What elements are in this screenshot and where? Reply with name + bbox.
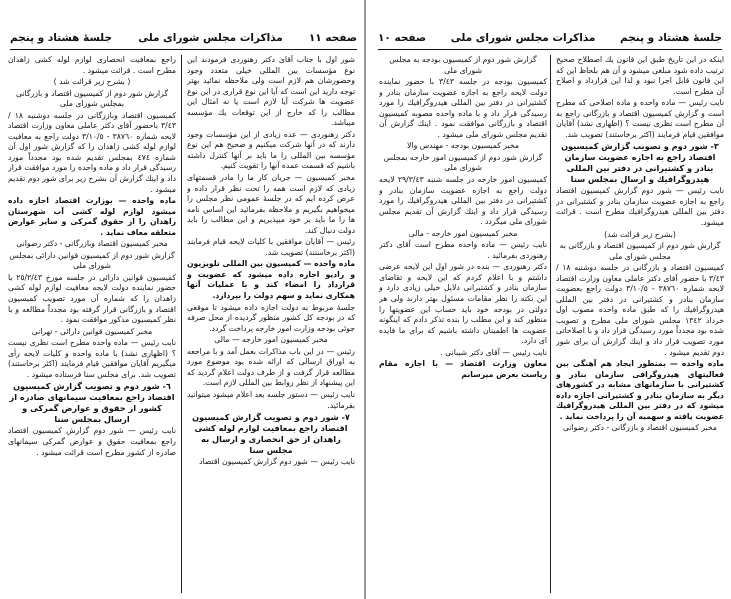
paragraph: ماده واحده — بمنظور ايجاد هم آهنگى بين فعاليتهاى هيدروگرافى سازمان بنادر و كشتيرانى با سازمانهاى مشابه در كشورهاى ديگر به سازمان بنادر و كشتيرانى اجازه داده ميشود كه در دفتر بين المللى هيدروگرافيك عضويت يافته و سهميه آن را پرداخت نمايد . bbox=[556, 359, 724, 421]
paragraph: گزارش شور دوم از كميسيون اقتصاد و بازرگانى به مجلس شوراى ملى bbox=[559, 241, 721, 261]
header-rule bbox=[378, 49, 722, 50]
paragraph: مخبر كميسيون بودجه - مهندس والا bbox=[407, 141, 519, 151]
paragraph: كميسيون قوانين دارائى در جلسه مورخ ٢٥/٢/٤٣ با حضور نماينده دولت لايحه معافيت لوازم لوله كشى زاهدان را كه شماره آن مورد تصويب كميسيون اقتصاد و بازرگانى قرار گرفته بود مجدداً مطالعه و با نظر كميسيون مذكور موافقت نمود . bbox=[8, 272, 176, 325]
paragraph: معاون وزارت اقتصاد — با اجازه مقام رياست بعرض ميرسانم bbox=[379, 359, 547, 379]
session-title: جلسهٔ هشتاد و پنجم bbox=[10, 32, 113, 44]
text-column-left bbox=[8, 55, 176, 595]
paragraph: دكتر رهنوردى — عده زيادى از اين مؤسسات وجود دارند كه در آنها شركت ميكنيم و صحيح هم اين نوع مؤسسه بين المللى را ما بايد بر آنها كنترل داشته باشيم كه قسمت عمده آنها را تقويت كنيم. bbox=[187, 129, 355, 171]
page-number: صفحه ١٠ bbox=[378, 32, 427, 44]
paragraph: رئيس — آقايان موافقين با كليات لايحه قيام فرمايند (اكثر برخاستند) تصويب شد. bbox=[187, 237, 355, 257]
text-column-right bbox=[556, 55, 724, 595]
paragraph: مخبر كميسيون اقتصاد و بازرگانى - دكتر رضوانى bbox=[562, 423, 717, 433]
paragraph: نايب رئيس — ماده واحده مطرح است آقاى دكتر رهنوردى بفرمائيد . bbox=[379, 240, 547, 260]
header-rule bbox=[10, 49, 357, 50]
paragraph: ٦- شور دوم و تصويب گزارش كميسيون اقتصاد راجع بمعافيت سيمانهاى صادره از كشور از حقوق و عوارض گمركى و ارسال بمجلس سنا bbox=[9, 381, 175, 425]
paragraph: گزارش شور دوم از كميسيون بودجه به مجلس شوراى ملى bbox=[389, 55, 537, 75]
paragraph: كميسيون بودجه در جلسه ٣/٤٣ با حضور نماينده دولت لايحه راجع به اجازه عضويت سازمان بنادر و كشتيرانى در دفتر بين المللى هيدروگرافيك را مورد رسيدگى قرار داد و با ماده واحده مصوبه كميسيون اقتصاد و بازرگانى موافقت نمود . اينك گزارش آن تقديم مجلس شوراى ملى ميشود . bbox=[379, 77, 547, 139]
column-divider bbox=[550, 55, 551, 593]
paragraph: ٧- شور دوم و تصويب گزارش كميسيون اقتصاد راجع بمعافيت لوازم لوله كشى زاهدان از حق انحصارى و ارسال به مجلس سنا bbox=[192, 412, 350, 456]
journal-title: مذاكرات مجلس شوراى ملى bbox=[138, 32, 283, 44]
column-divider bbox=[181, 55, 182, 593]
paragraph: مخبر كميسيون امور خارجه — مالى bbox=[214, 335, 328, 345]
paragraph: نايب رئيس — آقاى دكتر شيبانى . bbox=[440, 347, 547, 357]
text-column-right bbox=[187, 55, 355, 595]
session-title: جلسهٔ هشتاد و پنجم bbox=[619, 32, 722, 44]
paragraph: رئيس — در اين باب مذاكرات بعمل آمد و با مراجعه به اوراق ارسالى كه ارائه شده بود موضوع مورد مطالعه قرار گرفت و از طرف دولت اعلام گرديد كه اين پيشنهاد از نظر روابط بين المللى لازم است. bbox=[187, 346, 355, 388]
paragraph: نايب رئيس — ماده واحده و ماده اصلاحى كه مطرح است و گزارش كميسيون اقتصاد و بازرگانى راجع به آن مطرح است نظرى نيست ؟ (اظهارى نشد) آقايان موافقين قيام فرمايند (اكثر برخاستند) تصويب شد. bbox=[556, 98, 724, 139]
page-number: صفحه ١١ bbox=[308, 32, 357, 44]
journal-title: مذاكرات مجلس شوراى ملى bbox=[450, 32, 596, 44]
paragraph: دكتر رهنوردى — بنده در شور اول اين لايحه عرضى داشتم و با اعلام كردم كه اين لايحه و تقاضاى سازمان بنادر و كشتيرانى دلايل خيلى زيادى دارد و اين نكته را نظر مقامات مسئول بهتر دارند ولى هر دولتى در بودجه خود بايد حساب اين عضويتها را منظور كند و اين مطلب را بنده تذكر دادم كه اينگونه عضويت ها اطمينان داشته باشيم كه براى ما فايده اى دارد. bbox=[379, 262, 547, 346]
paragraph: راجع بمعافيت انحصارى لوازم لوله كشى زاهدان مطرح است . قرائت ميشود . bbox=[8, 55, 176, 75]
paragraph: ٣- شور دوم و تصويب گزارش كميسيون اقتصاد راجع به اجازه عضويت سازمان بنادر و كشتيرانى در دفتر بين المللى هيدروگرافيك و ارسال بمجلس سنا bbox=[561, 141, 719, 185]
paragraph: نايب رئيس — دستور جلسه بعد اعلام ميشود ميتوانيد بفرمائيد. bbox=[187, 389, 355, 410]
paragraph: مخبر كميسيون امور خارجه - مالى bbox=[408, 228, 518, 238]
paragraph: ماده واحده — كميسيون بين المللى تلويزيون و راديو اجازه داده ميشود كه عضويت و قرارداد را امضاء كند و با عمليات آنها همكارى نمايد و سهم دولت را بپردازد. bbox=[187, 259, 355, 301]
paragraph: (بشرح زير قرائت شد) bbox=[604, 229, 676, 239]
paragraph: مخبر كميسيون — جريان كار ما را مادر قسمتهاى زيادى كه لازم است همه را تحت نظر قرار داده و عرض كرده ايم كه در جلسهٔ عمومى نظر مجلس را ميخواهيم بگيريم و ملاحظه بفرمائيد اين اساس نامه ها را ما بايد بر خود ميپذيريم و اين مطالب را بايد دولت دنبال كند. bbox=[187, 173, 355, 235]
paragraph: نايب رئيس — شور دوم گزارش كميسيون اقتصاد راجع به اجازه عضويت سازمان بنادر و كشتيرانى در دفتر بين المللى هيدروگرافيك مطرح است . قرائت ميشود. bbox=[556, 186, 724, 228]
paragraph: نايب رئيس — ماده واحده مطرح است نظرى نيست ؟ (اظهارى نشد) با ماده واحده و كليات لايحه رأى ميگيريم آقايان موافقين قيام فرمايند (اكثر برخاستند) تصويب شد. براى مجلس سنا فرستاده ميشود . bbox=[8, 338, 176, 379]
paragraph: جلسهٔ مربوط به دولت اجازه داده ميشود تا موقعى كه در بودجه كل كشور منظور گرديده از محل صرفه جوئى بودجه وزارت امور خارجه پرداخت گردد. bbox=[187, 302, 355, 333]
paragraph: گزارش شور دوم از كميسيون امور خارجه بمجلس شوراى ملى bbox=[383, 152, 543, 173]
paragraph: نايب رئيس — شور دوم گزارش كميسيون اقتصاد bbox=[199, 457, 355, 467]
paragraph: اينكه در اين تاريخ طبق اين قانون يك اصطلاح صحيح ترتيب داده شود مبلغى ميشود و آن هم بلحاظ اين كه اين قانون قابل اجرا نبود و لذا اين قرارداد و اصلاح آن مطرح است. bbox=[556, 55, 724, 96]
paragraph: گزارش شور دوم از كميسيون قوانين دارائى بمجلس شوراى ملى bbox=[9, 250, 175, 271]
right-page bbox=[366, 0, 731, 599]
paragraph: كميسيون امور خارجه در جلسه شنبه ٢٩/٣/٤٣ لايحه دولت راجع به اجازه عضويت سازمان بنادر و كشتيرانى در دفتر بين المللى هيدروگرافيك را مورد رسيدگى قرار داد و اينك گزارش آن تقديم مجلس شوراى ملى ميگردد . bbox=[379, 175, 547, 227]
paragraph: كميسيون اقتصاد و بازرگانى در جلسه دوشنبه ١٨ /٣/٤٣ با حضور آقاى دكتر عاملى معاون وزارت اقتصاد لايحه شماره ٣٨٧٦٠ - ٣/١٠/٥ دولت راجع بعضويت سازمان بنادر و كشتيرانى در دفتر بين المللى هيدروگرافيك را كه طبق ماده واحده مصوب اول خرداد ١٣٤٢ مجلس شوراى ملى مطرح و تصويب شده بود مجدداً مورد رسيدگى قرار داد و با اصلاحاتى مورد تصويب قرار داد و اينك گزارش آن براى شور دوم تقديم ميشود . bbox=[556, 263, 724, 357]
paragraph: ( بشرح زير قرائت شد ) bbox=[53, 77, 131, 87]
left-page-header bbox=[10, 30, 357, 46]
left-page bbox=[0, 0, 365, 599]
paragraph: نايب رئيس — شور دوم گزارش كميسيون اقتصاد راجع بمعافيت حقوق و عوارض گمركى سيمانهاى صادره از كشور مطرح است قرائت ميشود . bbox=[8, 426, 176, 457]
paragraph: شور اول با جناب آقاى دكتر رهنوردى فرمودند اين نوع مؤسسات بين المللى خيلى متعدد وجود وحضورشان هم لازم است ولى ملاحظه نمائيد بهتر توجه داريد اين است كه آيا اين نوع قرارى در اين نوع عضويت ها شركت آيا لازم است يا نه امثال اين مطالب را كه خارج از اين توقعات يك مؤسسه ميباشد. bbox=[187, 55, 355, 128]
right-page-header bbox=[378, 30, 722, 46]
text-column-left bbox=[379, 55, 547, 595]
paragraph: ماده واحده — بوزارت اقتصاد اجازه داده ميشود لوازم لوله كشى آب شهرستان زاهدان را از حقوق گمركى و ساير عوارض متعلقه معاف نمايد . bbox=[8, 196, 176, 237]
paragraph: كميسيون اقتصاد وبازرگانى در جلسه دوشنبه ١٨ /٣/٤٣ باحضور آقاى دكتر عاملى معاون وزارت اقتصاد لايحه شماره ٣٨٧٦٠ - ٣/١٠/٥ دولت راجع به معافيت لوازم لوله كشى زاهدان را كه گزارش شور اول آن شماره ٤٧٤ بمجلس تقديم شده بود مجدداً مورد رسيدگى قرار داد و ماده واحده را مورد موافقت قرار داد و اينك گزارش آن بشرح زير براى شور دوم تقديم ميشود . bbox=[8, 110, 176, 194]
paragraph: مخبر كميسيون اقتصاد وبازرگانى - دكتر رضوانى bbox=[16, 239, 168, 249]
paragraph: گزارش شور دوم از كميسيون اقتصاد و بازرگانى بمجلس شوراى ملى bbox=[15, 88, 169, 109]
paragraph: مخبر كميسيون قوانين دارائى - تهرانى bbox=[31, 326, 153, 336]
